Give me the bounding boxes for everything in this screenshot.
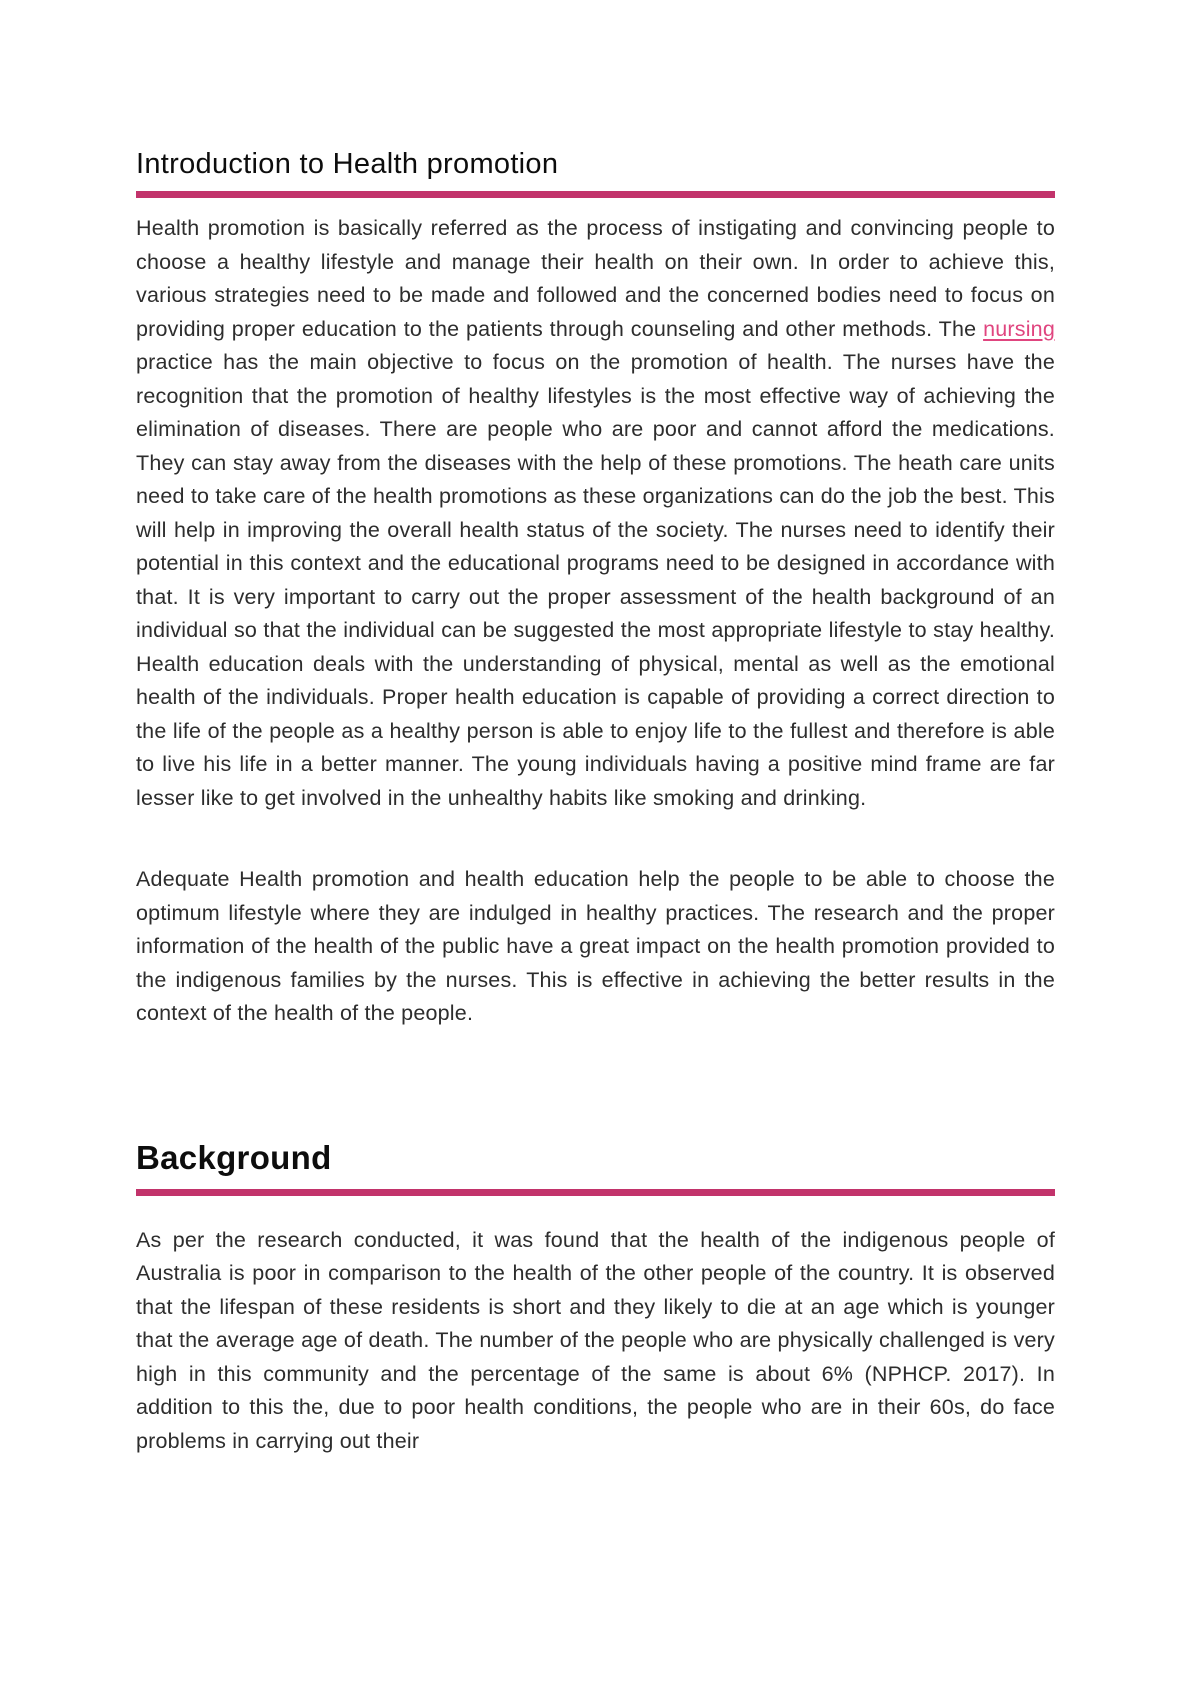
intro-paragraph-1-text-before-link: Health promotion is basically referred as the process of instigating and convincing people to choose a healthy lifestyle and manage their health on their own. In order to achieve this, various strategies need to be made and followed and the concerned bodies need to focus on providing proper education to the patients through counseling and other methods. The xyxy=(136,216,1055,341)
intro-paragraph-2: Adequate Health promotion and health education help the people to be able to choose the optimum lifestyle where they are indulged in healthy practices. The research and the proper information of the health of the public have a great impact on the health promotion provided to the indigenous families by the nurses. This is effective in achieving the better results in the context of the health of the people. xyxy=(136,867,1055,1025)
background-paragraph-1: As per the research conducted, it was found that the health of the indigenous people of Australia is poor in comparison to the health of the other people of the country. It is observed that the lifespan of these residents is short and they likely to die at an age which is younger that the average age of death. The number of the people who are physically challenged is very high in this community and the percentage of the same is about 6% (NPHCP. 2017). In addition to this the, due to poor health conditions, the people who are in their 60s, do face problems in carrying out their xyxy=(136,1227,1055,1453)
intro-paragraph-1 xyxy=(136,212,1055,815)
nursing-link[interactable]: nursing xyxy=(983,316,1055,341)
heading-background: Background xyxy=(136,1139,1055,1196)
heading-introduction-to-health-promotion: Introduction to Health promotion xyxy=(136,148,1055,198)
intro-paragraph-1-text-after-link: practice has the main objective to focus on the promotion of health. The nurses have the recognition that the promotion of healthy lifestyles is the most effective way of achieving the elimination of diseases. There are people who are poor and cannot afford the medications. They can stay away from the diseases with the help of these promotions. The heath care units need to take care of the health promotions as these organizations can do the job the best. This will help in improving the overall health status of the society. The nurses need to identify their potential in this context and the educational programs need to be designed in accordance with that. It is very important to carry out the proper assessment of the health background of an individual so that the individual can be suggested the most appropriate lifestyle to stay healthy. Health education deals with the understanding of physical, mental as well as the emotional health of the individuals. Proper health education is capable of providing a correct direction to the life of the people as a healthy person is able to enjoy life to the fullest and therefore is able to live his life in a better manner. The young individuals having a positive mind frame are far lesser like to get involved in the unhealthy habits like smoking and drinking. xyxy=(136,350,1055,810)
